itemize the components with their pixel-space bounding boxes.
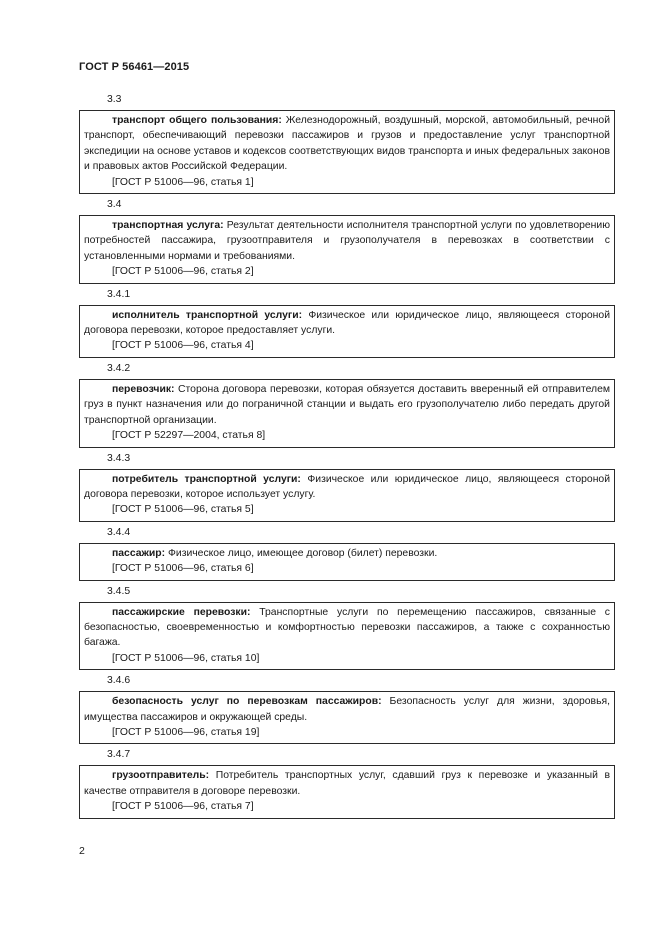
definition-text <box>84 694 610 725</box>
definition-box <box>79 691 615 744</box>
entry-number: 3.4.7 <box>107 749 131 761</box>
definition-box <box>79 469 615 522</box>
definition-entry <box>79 452 615 522</box>
definition-body: Физическое лицо, имеющее договор (билет) перевозки. <box>167 547 438 559</box>
definition-body: Железнодорожный, воздушный, морской, автомобильный, речной транспорт, обеспечивающий перевозки пассажиров и грузов и предоставление услуг транспортной экспедиции на основе уставов и кодексов соответствующих видов транспорта и иных федеральных законов и правовых актов Российской Федерации. <box>84 115 611 173</box>
definition-text <box>84 472 610 503</box>
definition-entry <box>79 93 615 194</box>
definition-text <box>84 382 610 428</box>
definition-text <box>84 113 610 175</box>
term: транспорт общего пользования: <box>112 115 282 126</box>
definition-text <box>84 546 610 561</box>
definition-entry <box>79 288 615 358</box>
source-reference: [ГОСТ Р 51006—96, статья 10] <box>112 652 260 664</box>
page-number: 2 <box>79 845 85 857</box>
definition-body: Транспортные услуги по перемещению пассажиров, связанные с безопасностью, своевременностью и комфортностью перевозки пассажиров, а также с сохранностью багажа. <box>84 606 610 649</box>
definition-box <box>79 765 615 818</box>
entry-number: 3.4.6 <box>107 675 131 687</box>
definitions-list <box>79 93 615 823</box>
definition-body: Физическое или юридическое лицо, являющееся стороной договора перевозки, которое предоставляет услуги. <box>84 309 610 337</box>
definition-box <box>79 215 615 284</box>
definition-box <box>79 602 615 671</box>
entry-number: 3.4.3 <box>107 452 131 464</box>
definition-entry <box>79 748 615 818</box>
term: пассажирские перевозки: <box>112 606 251 618</box>
term: транспортная услуга: <box>112 220 224 232</box>
source-reference: [ГОСТ Р 51006—96, статья 6] <box>112 563 254 575</box>
entry-number: 3.4.5 <box>107 585 131 597</box>
source-reference: [ГОСТ Р 51006—96, статья 4] <box>112 340 254 352</box>
entry-number: 3.4 <box>107 199 122 211</box>
definition-entry <box>79 362 615 448</box>
term: исполнитель транспортной услуги: <box>112 309 303 321</box>
definition-box <box>79 110 615 194</box>
source-reference: [ГОСТ Р 51006—96, статья 2] <box>112 266 254 278</box>
definition-text <box>84 605 610 651</box>
entry-number: 3.3 <box>107 94 122 105</box>
entry-number: 3.4.2 <box>107 362 131 374</box>
definition-body: Сторона договора перевозки, которая обязуется доставить вверенный ей отправителем груз в пункт назначения или до пограничной станции и выдать его грузополучателю либо передать другой транспортной организации. <box>84 383 610 426</box>
term: перевозчик: <box>112 383 175 395</box>
definition-body: Безопасность услуг для жизни, здоровья, имущества пассажиров и окружающей среды. <box>84 696 611 723</box>
term: потребитель транспортной услуги: <box>112 473 301 485</box>
definition-box <box>79 543 615 581</box>
definition-text <box>84 218 610 264</box>
term: безопасность услуг по перевозкам пассажиров: <box>112 696 382 708</box>
source-reference: [ГОСТ Р 51006—96, статья 19] <box>112 726 260 738</box>
source-reference: [ГОСТ Р 52297—2004, статья 8] <box>112 430 266 442</box>
definition-body: Результат деятельности исполнителя транспортной услуги по удовлетворению потребностей пассажира, грузоотправителя и грузополучателя в перевозках в соответствии с установленными нормами и требованиями. <box>84 220 610 262</box>
source-reference: [ГОСТ Р 51006—96, статья 7] <box>112 801 254 813</box>
term: пассажир: <box>112 547 166 559</box>
definition-body: Потребитель транспортных услуг, сдавший груз к перевозке и указанный в качестве отправителя в договоре перевозки. <box>84 770 610 797</box>
definition-entry <box>79 674 615 744</box>
entry-number: 3.4.1 <box>107 288 131 300</box>
term: грузоотправитель: <box>112 770 210 782</box>
definition-entry <box>79 526 615 581</box>
source-reference: [ГОСТ Р 51006—96, статья 5] <box>112 504 254 516</box>
definition-entry <box>79 198 615 284</box>
definition-text <box>84 768 610 799</box>
definition-body: Физическое или юридическое лицо, являющееся стороной договора перевозки, которое использует услугу. <box>84 473 611 500</box>
definition-entry <box>79 585 615 671</box>
entry-number: 3.4.4 <box>107 526 131 538</box>
document-header: ГОСТ Р 56461—2015 <box>79 61 190 73</box>
source-reference: [ГОСТ Р 51006—96, статья 1] <box>112 176 254 188</box>
definition-text <box>84 308 610 339</box>
definition-box <box>79 379 615 448</box>
definition-box <box>79 305 615 358</box>
